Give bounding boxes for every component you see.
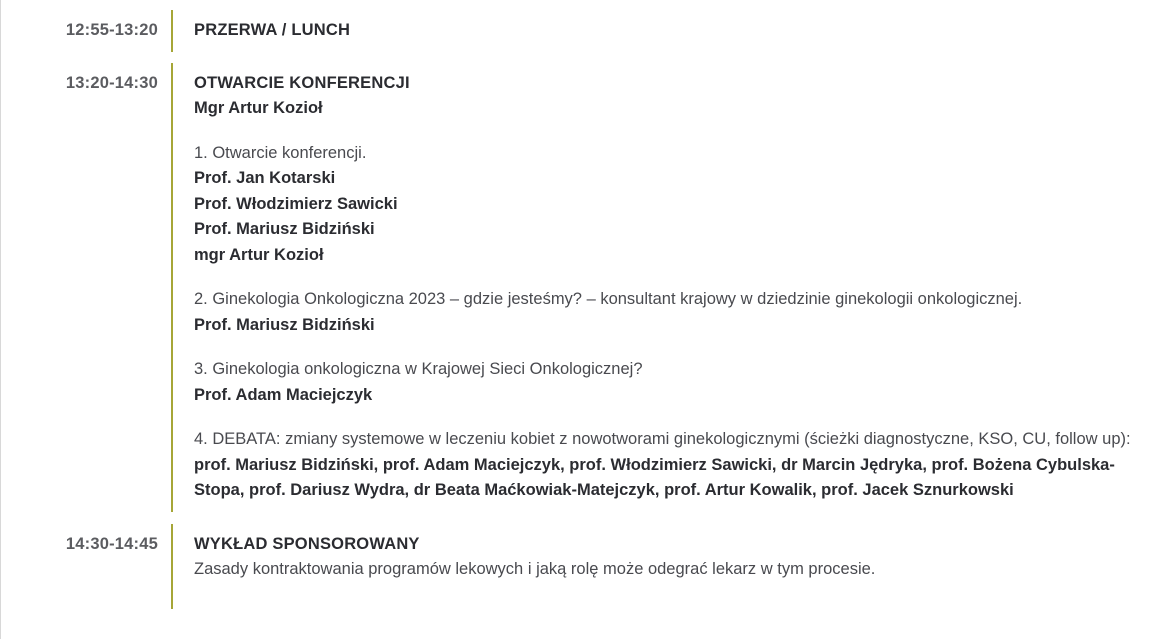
- speaker-names-text: Prof. Jan Kotarski: [194, 169, 336, 187]
- session-description-text: 3. Ginekologia onkologiczna w Krajowej Sieci Onkologicznej?: [194, 360, 643, 378]
- schedule-row: [0, 524, 1167, 609]
- speaker-names-text: mgr Artur Kozioł: [194, 245, 324, 264]
- session-paragraph: [194, 141, 1133, 167]
- session-content: [171, 524, 1167, 609]
- session-paragraph: [194, 192, 1133, 218]
- session-title: OTWARCIE KONFERENCJI: [194, 73, 410, 92]
- speaker-names-text: Mgr Artur Kozioł: [194, 99, 323, 117]
- session-title: PRZERWA / LUNCH: [194, 21, 351, 39]
- speaker-names-text: prof. Mariusz Bidziński, prof. Adam Maciejczyk, prof. Włodzimierz Sawicki, dr Marcin Jędryka, prof. Bożena Cybulska-Stopa, prof. Dariusz Wydra, dr Beata Maćkowiak-Matejczyk, prof. Artur Kowalik, prof. Jacek Sznurkowski: [194, 455, 1115, 499]
- session-description-text: 2. Ginekologia Onkologiczna 2023 – gdzie jesteśmy? – konsultant krajowy w dziedzinie ginekologii onkologicznej.: [194, 290, 1023, 308]
- session-paragraph: [194, 287, 1133, 313]
- session-paragraph: [194, 217, 1133, 243]
- session-time: 14:30-14:45: [65, 534, 158, 553]
- session-paragraph: [194, 357, 1133, 383]
- speaker-names-text: Prof. Mariusz Bidziński: [194, 220, 375, 238]
- session-paragraph: [194, 313, 1133, 339]
- session-paragraph: [194, 427, 1133, 504]
- schedule-row: [0, 63, 1167, 512]
- page-left-border: [0, 0, 1, 639]
- session-content: [171, 63, 1167, 512]
- session-paragraph: [194, 383, 1133, 409]
- session-time: 13:20-14:30: [65, 73, 158, 92]
- schedule-row: [0, 10, 1167, 52]
- speaker-names-text: Prof. Adam Maciejczyk: [194, 385, 373, 404]
- speaker-names-text: Prof. Mariusz Bidziński: [194, 315, 375, 334]
- session-paragraph: [194, 557, 1133, 583]
- session-title: WYKŁAD SPONSOROWANY: [194, 534, 420, 553]
- session-content: [171, 10, 1167, 52]
- session-description-text: 4. DEBATA: zmiany systemowe w leczeniu kobiet z nowotworami ginekologicznymi (ścieżki diagnostyczne, KSO, CU, follow up):: [194, 430, 1131, 448]
- session-paragraph: [194, 166, 1133, 192]
- session-description-text: Zasady kontraktowania programów lekowych i jaką rolę może odegrać lekarz w tym procesie.: [194, 560, 876, 578]
- speaker-names-text: Prof. Włodzimierz Sawicki: [194, 194, 398, 213]
- session-time: 12:55-13:20: [65, 21, 158, 39]
- session-paragraph: [194, 243, 1133, 269]
- session-paragraph: [194, 96, 1133, 122]
- session-description-text: 1. Otwarcie konferencji.: [194, 143, 367, 162]
